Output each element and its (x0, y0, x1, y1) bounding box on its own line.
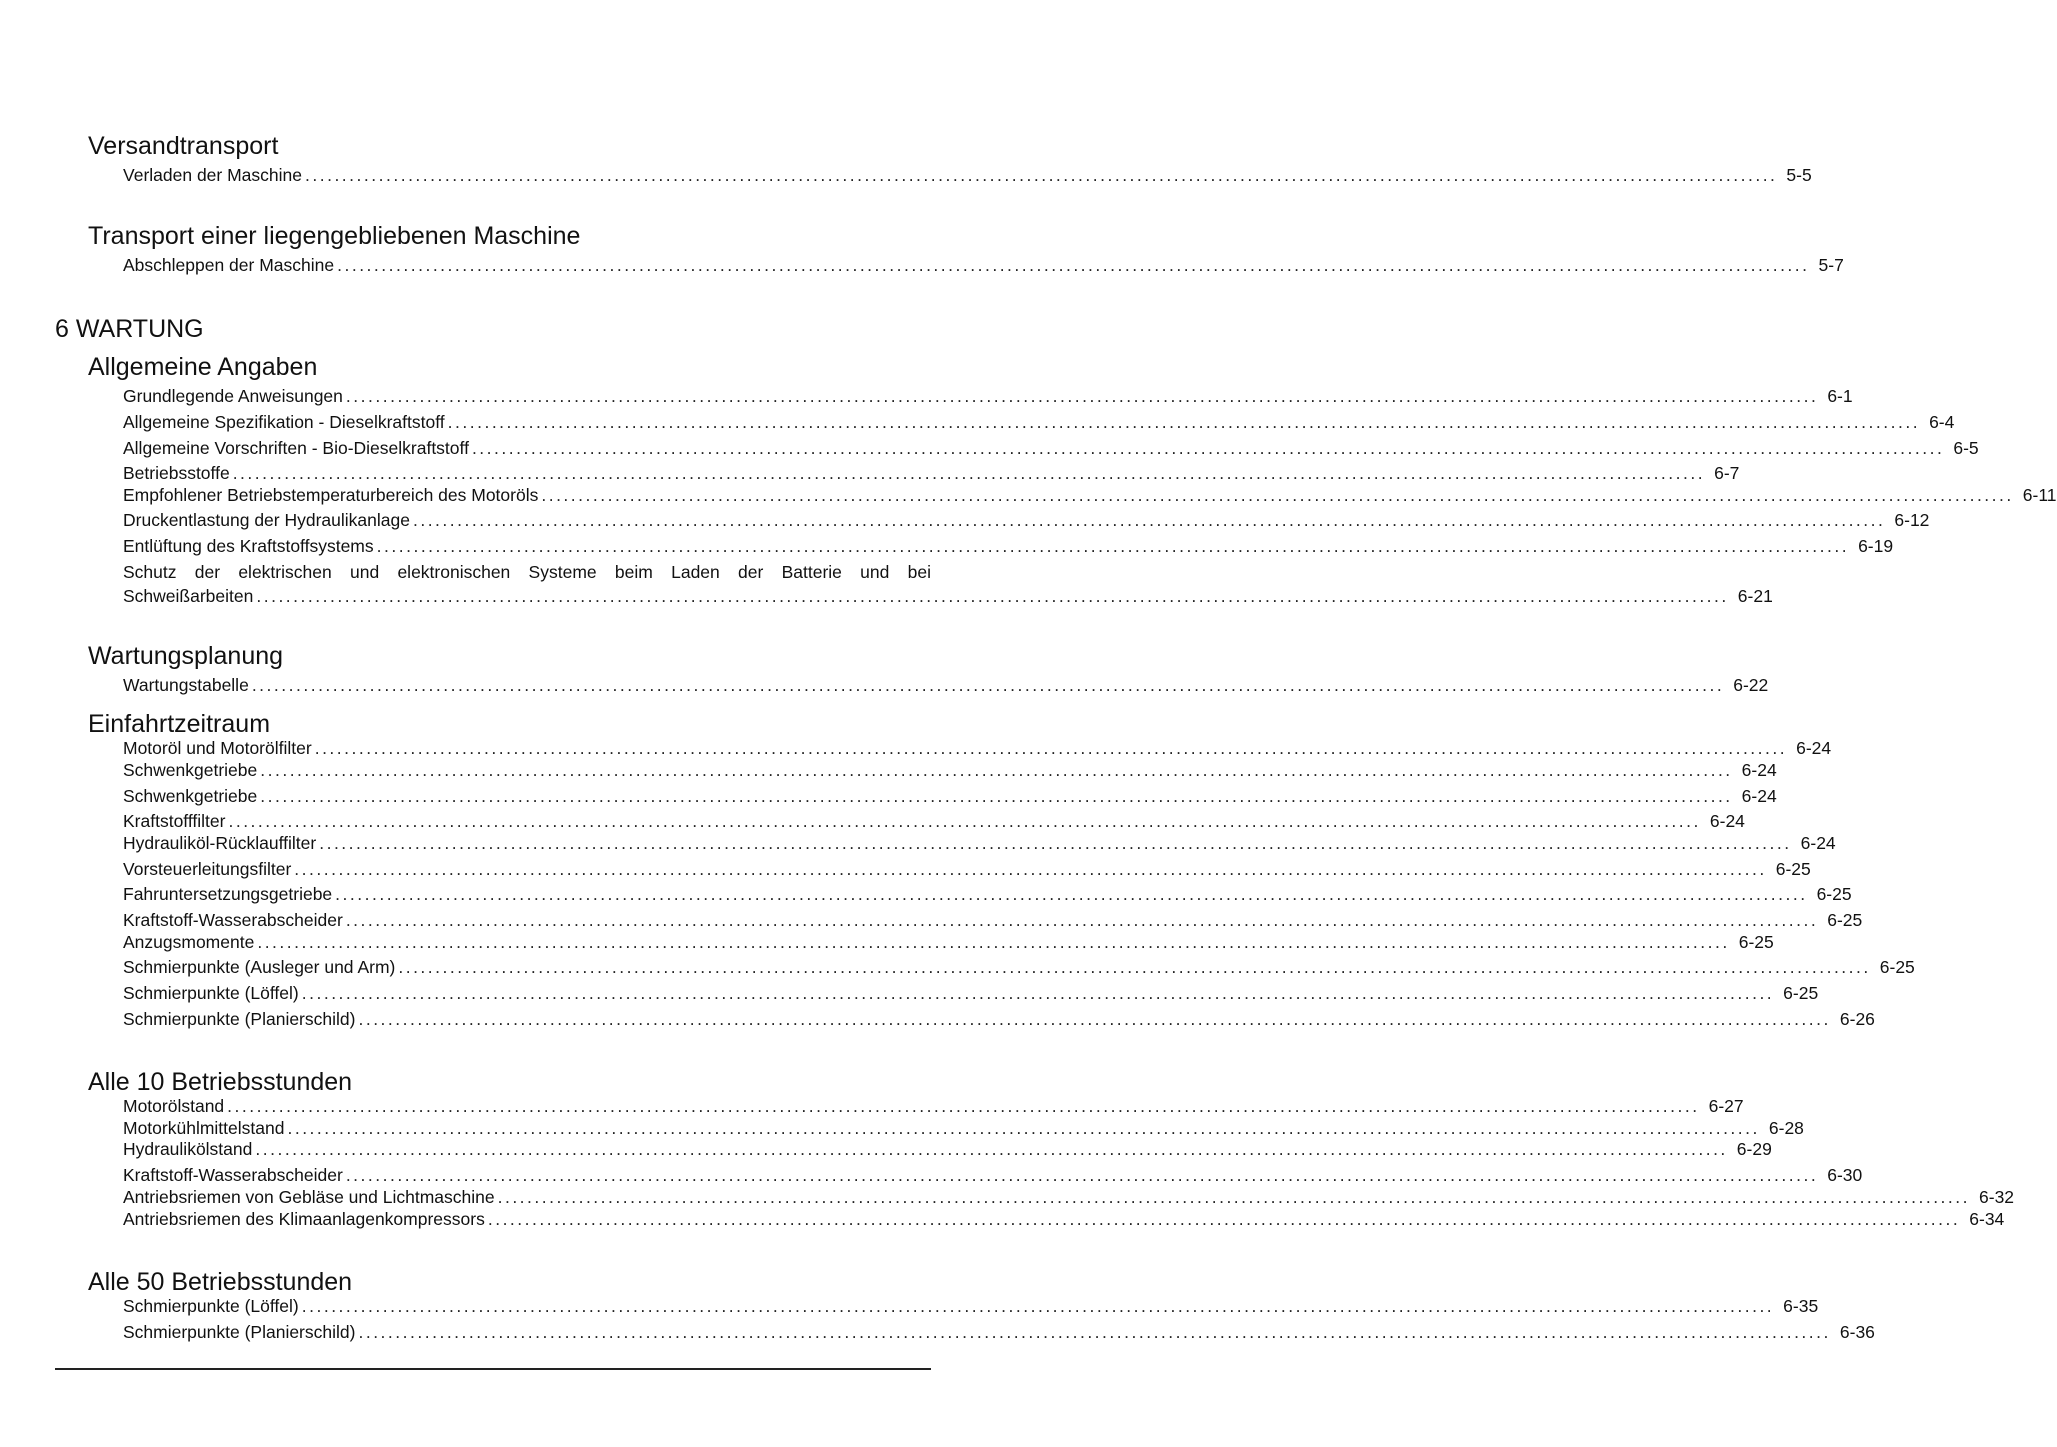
dot-leader: ........................................................................................................................................................................................................ (541, 485, 2014, 505)
entry-page: 6-1 (1827, 386, 1853, 406)
entry-label: Empfohlener Betriebstemperaturbereich des Motoröls (123, 485, 539, 505)
entry-page: 6-29 (1736, 1139, 1772, 1159)
dot-leader: ........................................................................................................................................................................................................ (412, 510, 1886, 530)
entry-page: 6-24 (1741, 786, 1777, 806)
toc-entry[interactable] (123, 508, 1930, 532)
entry-page: 6-4 (1929, 412, 1955, 432)
entry-page: 6-22 (1733, 675, 1769, 695)
entry-page: 6-25 (1879, 957, 1915, 977)
entry-page: 6-12 (1894, 510, 1930, 530)
dot-leader: ........................................................................................................................................................................................................ (447, 412, 1921, 432)
entry-label: Vorsteuerleitungsfilter (123, 859, 292, 879)
toc-entry[interactable] (123, 1294, 1819, 1318)
dot-leader: ........................................................................................................................................................................................................ (398, 957, 1871, 977)
entry-label: Motoröl und Motorölfilter (123, 738, 312, 758)
footer-divider (55, 1368, 931, 1370)
entry-page: 6-36 (1839, 1322, 1875, 1342)
entry-page: 6-34 (1969, 1209, 2005, 1229)
dot-leader: ........................................................................................................................................................................................................ (227, 1096, 1700, 1116)
entry-page: 6-32 (1979, 1187, 2015, 1207)
entry-page: 6-30 (1827, 1165, 1863, 1185)
entry-page: 6-25 (1816, 884, 1852, 904)
section-title: Versandtransport (88, 132, 279, 160)
entry-page: 5-5 (1786, 165, 1812, 185)
toc-entry[interactable] (123, 736, 1832, 760)
entry-label: Hydrauliköl-Rücklauffilter (123, 833, 317, 853)
entry-page: 6-24 (1709, 811, 1745, 831)
dot-leader: ........................................................................................................................................................................................................ (314, 738, 1788, 758)
toc-entry[interactable] (123, 483, 2057, 507)
dot-leader: ........................................................................................................................................................................................................ (358, 1322, 1831, 1342)
dot-leader: ........................................................................................................................................................................................................ (255, 1139, 1728, 1159)
section-title: Wartungsplanung (88, 642, 284, 670)
dot-leader: ........................................................................................................................................................................................................ (228, 811, 1701, 831)
toc-entry[interactable] (123, 461, 1740, 485)
section-title: Alle 50 Betriebsstunden (88, 1268, 353, 1296)
entry-page: 6-24 (1796, 738, 1832, 758)
toc-entry[interactable] (123, 436, 1979, 460)
entry-page: 6-5 (1953, 438, 1979, 458)
toc-entry[interactable] (123, 163, 1812, 187)
entry-label: Kraftstoff-Wasserabscheider (123, 910, 343, 930)
dot-leader: ........................................................................................................................................................................................................ (251, 675, 1725, 695)
entry-label: Antriebsriemen von Gebläse und Lichtmaschine (123, 1187, 495, 1207)
dot-leader: ........................................................................................................................................................................................................ (301, 1296, 1775, 1316)
toc-entry[interactable] (123, 857, 1811, 881)
entry-page: 6-25 (1738, 932, 1774, 952)
entry-page: 6-11 (2022, 485, 2057, 505)
entry-label: Schmierpunkte (Löffel) (123, 983, 299, 1003)
section-title: Einfahrtzeitraum (88, 710, 271, 738)
toc-entry[interactable] (123, 809, 1745, 833)
toc-entry[interactable] (123, 384, 1853, 408)
entry-page: 6-21 (1737, 586, 1773, 606)
entry-page: 6-24 (1800, 833, 1836, 853)
entry-page: 6-27 (1708, 1096, 1744, 1116)
entry-page: 6-25 (1783, 983, 1819, 1003)
dot-leader: ........................................................................................................................................................................................................ (358, 1009, 1831, 1029)
toc-entry[interactable] (123, 1185, 2015, 1209)
entry-label: Schwenkgetriebe (123, 760, 258, 780)
entry-label: Antriebsriemen des Klimaanlagenkompressors (123, 1209, 485, 1229)
entry-label: Abschleppen der Maschine (123, 255, 335, 275)
toc-entry[interactable] (123, 1137, 1772, 1161)
dot-leader: ........................................................................................................................................................................................................ (260, 760, 1733, 780)
entry-label: Schmierpunkte (Ausleger und Arm) (123, 957, 396, 977)
dot-leader: ........................................................................................................................................................................................................ (287, 1118, 1760, 1138)
dot-leader: ........................................................................................................................................................................................................ (256, 586, 1729, 606)
toc-entry[interactable] (123, 784, 1777, 808)
toc-entry[interactable] (123, 1320, 1875, 1344)
toc-entry[interactable] (123, 584, 1773, 608)
dot-leader: ........................................................................................................................................................................................................ (257, 932, 1730, 952)
entry-label: Schmierpunkte (Planierschild) (123, 1322, 356, 1342)
toc-entry[interactable] (123, 908, 1863, 932)
dot-leader: ........................................................................................................................................................................................................ (294, 859, 1767, 879)
toc-entry[interactable] (123, 981, 1819, 1005)
toc-entry[interactable] (123, 1163, 1863, 1187)
dot-leader: ........................................................................................................................................................................................................ (345, 1165, 1819, 1185)
entry-label: Schweißarbeiten (123, 586, 254, 606)
toc-entry[interactable] (123, 882, 1852, 906)
toc-entry-line1[interactable] (123, 560, 931, 584)
entry-label: Betriebsstoffe (123, 463, 230, 483)
toc-entry[interactable] (123, 831, 1836, 855)
entry-page: 6-25 (1827, 910, 1863, 930)
section-title: Transport einer liegengebliebenen Maschine (88, 222, 581, 250)
entry-label: Motorkühlmittelstand (123, 1118, 285, 1138)
entry-page: 6-7 (1714, 463, 1740, 483)
dot-leader: ........................................................................................................................................................................................................ (337, 255, 1810, 275)
toc-entry[interactable] (123, 930, 1774, 954)
entry-label: Schwenkgetriebe (123, 786, 258, 806)
dot-leader: ........................................................................................................................................................................................................ (345, 386, 1819, 406)
dot-leader: ........................................................................................................................................................................................................ (497, 1187, 1971, 1207)
entry-label: Schmierpunkte (Planierschild) (123, 1009, 356, 1029)
toc-entry[interactable] (123, 253, 1844, 277)
entry-label: Hydraulikölstand (123, 1139, 253, 1159)
dot-leader: ........................................................................................................................................................................................................ (471, 438, 1945, 458)
entry-page: 6-35 (1783, 1296, 1819, 1316)
entry-label: Druckentlastung der Hydraulikanlage (123, 510, 410, 530)
toc-entry[interactable] (123, 673, 1769, 697)
entry-label: Fahruntersetzungsgetriebe (123, 884, 333, 904)
section-title: Allgemeine Angaben (88, 353, 318, 381)
dot-leader: ........................................................................................................................................................................................................ (487, 1209, 1961, 1229)
chapter-title: 6 WARTUNG (55, 315, 204, 343)
entry-label: Verladen der Maschine (123, 165, 302, 185)
dot-leader: ........................................................................................................................................................................................................ (335, 884, 1808, 904)
toc-entry[interactable] (123, 758, 1777, 782)
entry-label: Allgemeine Vorschriften - Bio-Dieselkraftstoff (123, 438, 469, 458)
entry-label: Allgemeine Spezifikation - Dieselkraftstoff (123, 412, 445, 432)
entry-label: Wartungstabelle (123, 675, 249, 695)
entry-label: Entlüftung des Kraftstoffsystems (123, 536, 374, 556)
toc-entry[interactable] (123, 1007, 1875, 1031)
entry-page: 5-7 (1818, 255, 1844, 275)
entry-page: 6-26 (1839, 1009, 1875, 1029)
entry-page: 6-19 (1858, 536, 1894, 556)
toc-entry[interactable] (123, 534, 1894, 558)
section-title: Alle 10 Betriebsstunden (88, 1068, 353, 1096)
dot-leader: ........................................................................................................................................................................................................ (305, 165, 1778, 185)
dot-leader: ........................................................................................................................................................................................................ (319, 833, 1792, 853)
entry-label: Schmierpunkte (Löffel) (123, 1296, 299, 1316)
entry-label: Kraftstofffilter (123, 811, 226, 831)
entry-label: Kraftstoff-Wasserabscheider (123, 1165, 343, 1185)
entry-label: Motorölstand (123, 1096, 225, 1116)
entry-page: 6-28 (1768, 1118, 1804, 1138)
toc-entry[interactable] (123, 410, 1955, 434)
toc-entry[interactable] (123, 1094, 1744, 1118)
toc-entry[interactable] (123, 955, 1915, 979)
dot-leader: ........................................................................................................................................................................................................ (376, 536, 1850, 556)
entry-label: Anzugsmomente (123, 932, 255, 952)
toc-entry[interactable] (123, 1207, 2005, 1231)
entry-page: 6-24 (1741, 760, 1777, 780)
dot-leader: ........................................................................................................................................................................................................ (301, 983, 1775, 1003)
entry-label: Grundlegende Anweisungen (123, 386, 343, 406)
dot-leader: ........................................................................................................................................................................................................ (260, 786, 1733, 806)
entry-page: 6-25 (1775, 859, 1811, 879)
dot-leader: ........................................................................................................................................................................................................ (232, 463, 1706, 483)
dot-leader: ........................................................................................................................................................................................................ (345, 910, 1819, 930)
entry-label-line1: Schutz der elektrischen und elektronischen Systeme beim Laden der Batterie und bei (123, 562, 931, 582)
